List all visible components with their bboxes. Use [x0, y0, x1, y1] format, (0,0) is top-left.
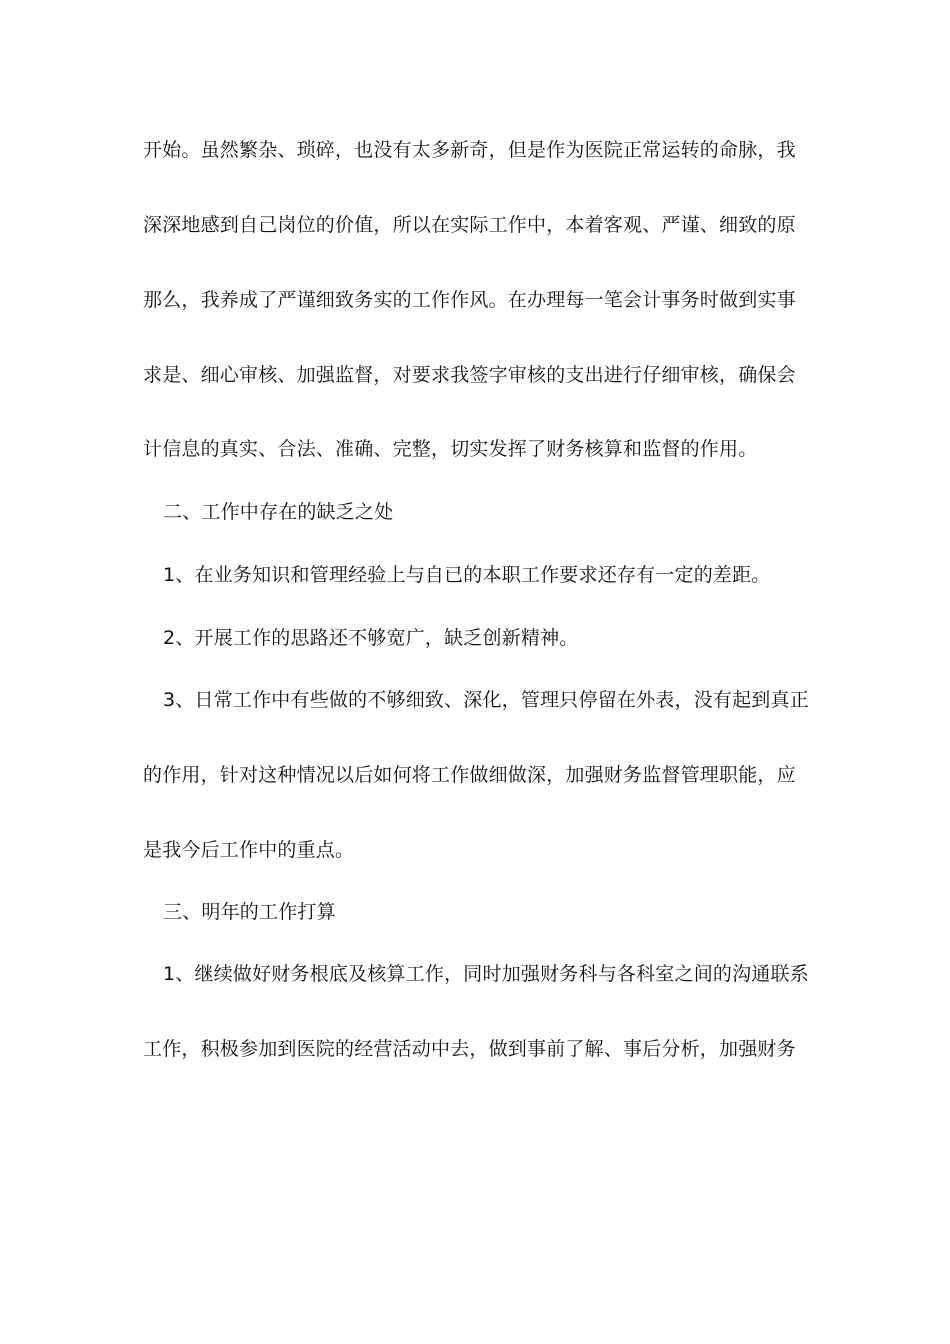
paragraph-line: 求是、细心审核、加强监督，对要求我签字审核的支出进行仔细审核，确保会 [143, 364, 796, 386]
paragraph-line: 工作，积极参加到医院的经营活动中去，做到事前了解、事后分析，加强财务 [143, 1038, 796, 1060]
paragraph-line: 那么，我养成了严谨细致务实的工作作风。在办理每一笔会计事务时做到实事 [143, 289, 796, 311]
section-heading: 二、工作中存在的缺乏之处 [163, 501, 394, 523]
paragraph-line: 深深地感到自己岗位的价值，所以在实际工作中，本着客观、严谨、细致的原 [143, 214, 796, 236]
list-item: 1、继续做好财务根底及核算工作，同时加强财务科与各科室之间的沟通联系 [163, 963, 809, 985]
paragraph-line: 的作用，针对这种情况以后如何将工作做细做深，加强财务监督管理职能，应 [143, 764, 796, 786]
list-item: 1、在业务知识和管理经验上与自已的本职工作要求还存有一定的差距。 [163, 564, 771, 586]
section-heading: 三、明年的工作打算 [163, 901, 336, 923]
list-item: 3、日常工作中有些做的不够细致、深化，管理只停留在外表，没有起到真正 [163, 689, 809, 711]
list-item: 2、开展工作的思路还不够宽广，缺乏创新精神。 [163, 627, 579, 649]
paragraph-line: 计信息的真实、合法、准确、完整，切实发挥了财务核算和监督的作用。 [143, 438, 758, 460]
paragraph-line: 开始。虽然繁杂、琐碎，也没有太多新奇，但是作为医院正常运转的命脉，我 [143, 139, 796, 161]
paragraph-line: 是我今后工作中的重点。 [143, 839, 355, 861]
